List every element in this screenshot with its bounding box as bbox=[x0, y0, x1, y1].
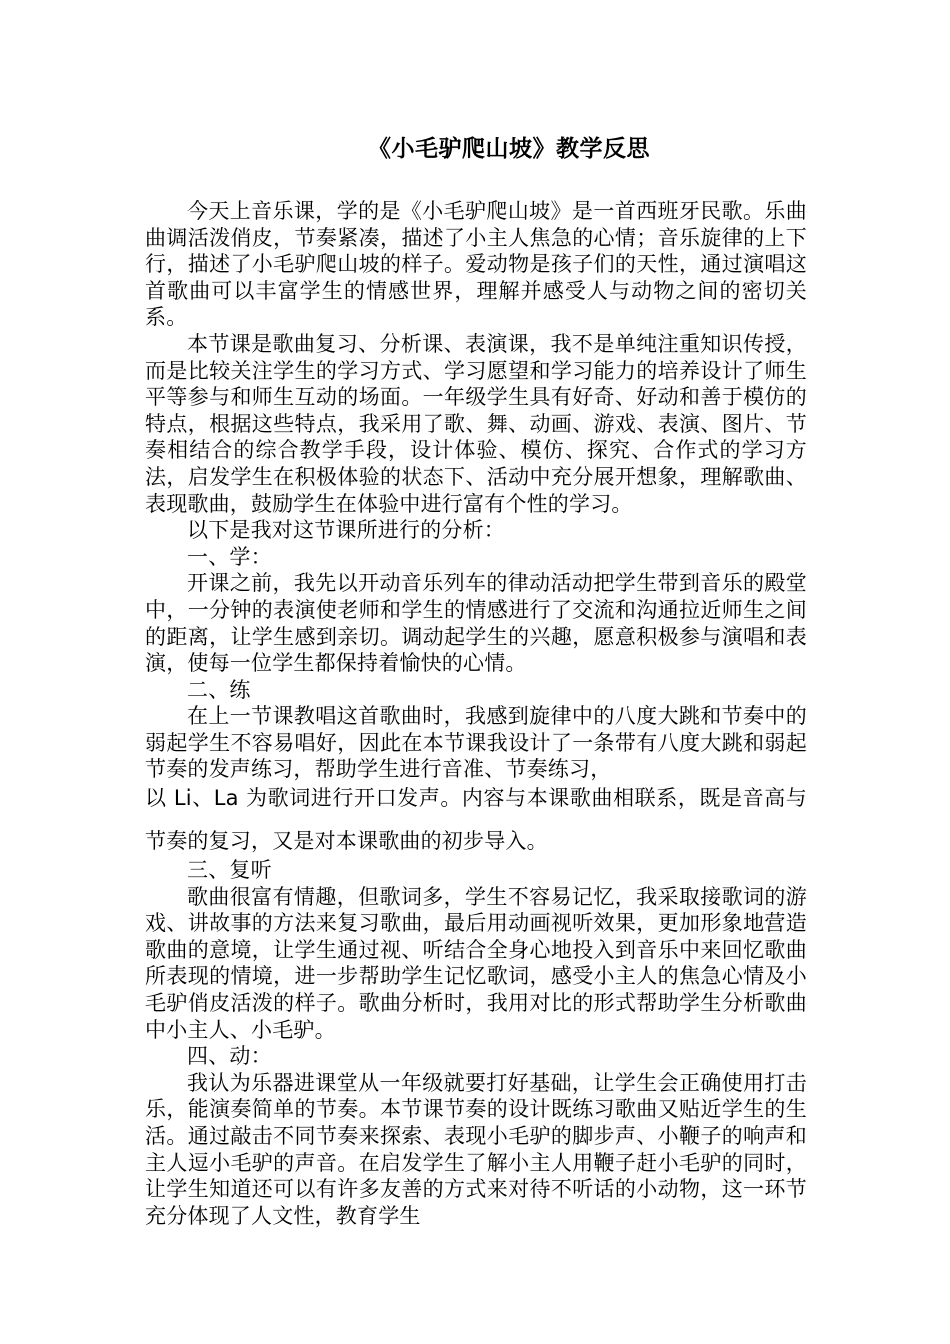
latin-rest: 为歌词进行开口发声。内容与本课歌曲相联系，既是音高与节奏的复习，又是对本课歌曲的初步导入。 bbox=[145, 786, 807, 854]
paragraph-move: 我认为乐器进课堂从一年级就要打好基础，让学生会正确使用打击乐，能演奏简单的节奏。本节课节奏的设计既练习歌曲又贴近学生的生活。通过敲击不同节奏来探索、表现小毛驴的脚步声、小鞭子的响声和主人逗小毛驴的声音。在启发学生了解小主人用鞭子赶小毛驴的同时，让学生知道还可以有许多友善的方式来对待不听话的小动物，这一环节充分体现了人文性，教育学生 bbox=[145, 1070, 807, 1228]
paragraph-intro: 今天上音乐课，学的是《小毛驴爬山坡》是一首西班牙民歌。乐曲曲调活泼俏皮，节奏紧凑，描述了小主人焦急的心情；音乐旋律的上下行，描述了小毛驴爬山坡的样子。爱动物是孩子们的天性，通过演唱这首歌曲可以丰富学生的情感世界，理解并感受人与动物之间的密切关系。 bbox=[145, 199, 807, 330]
section-heading-learn: 一、学： bbox=[187, 544, 272, 569]
paragraph-practice: 在上一节课教唱这首歌曲时，我感到旋律中的八度大跳和节奏中的弱起学生不容易唱好，因此在本节课我设计了一条带有八度大跳和弱起节奏的发声练习，帮助学生进行音准、节奏练习， bbox=[145, 704, 807, 782]
paragraph-lesson-design: 本节课是歌曲复习、分析课、表演课，我不是单纯注重知识传授，而是比较关注学生的学习方式、学习愿望和学习能力的培养设计了师生平等参与和师生互动的场面。一年级学生具有好奇、好动和善于模仿的特点，根据这些特点，我采用了歌、舞、动画、游戏、表演、图片、节奏相结合的综合教学手段，设计体验、模仿、探究、合作式的学习方法，启发学生在积极体验的状态下、活动中充分展开想象，理解歌曲、表现歌曲，鼓励学生在体验中进行富有个性的学习。 bbox=[145, 331, 807, 516]
latin-separator: 、 bbox=[191, 786, 214, 811]
paragraph-learn: 开课之前，我先以开动音乐列车的律动活动把学生带到音乐的殿堂中，一分钟的表演使老师和学生的情感进行了交流和沟通拉近师生之间的距离，让学生感到亲切。调动起学生的兴趣，愿意积极参与演唱和表演，使每一位学生都保持着愉快的心情。 bbox=[145, 571, 807, 676]
paragraph-analysis-lead: 以下是我对这节课所进行的分析： bbox=[187, 518, 505, 543]
paragraph-practice-continued bbox=[145, 777, 807, 863]
section-heading-practice: 二、练 bbox=[187, 677, 251, 702]
section-heading-review: 三、复听 bbox=[187, 858, 272, 883]
section-heading-move: 四、动： bbox=[187, 1044, 272, 1069]
latin-word-la: La bbox=[213, 786, 239, 811]
document-body bbox=[145, 198, 807, 1229]
page-title: 《小毛驴爬山坡》教学反思 bbox=[368, 136, 650, 162]
paragraph-review: 歌曲很富有情趣，但歌词多，学生不容易记忆，我采取接歌词的游戏、讲故事的方法来复习歌曲，最后用动画视听效果，更加形象地营造歌曲的意境，让学生通过视、听结合全身心地投入到音乐中来回忆歌曲所表现的情境，进一步帮助学生记忆歌词，感受小主人的焦急心情及小毛驴俏皮活泼的样子。歌曲分析时，我用对比的形式帮助学生分析歌曲中小主人、小毛驴。 bbox=[145, 884, 807, 1042]
latin-prefix: 以 bbox=[145, 786, 174, 811]
latin-word-li: Li bbox=[173, 786, 192, 811]
